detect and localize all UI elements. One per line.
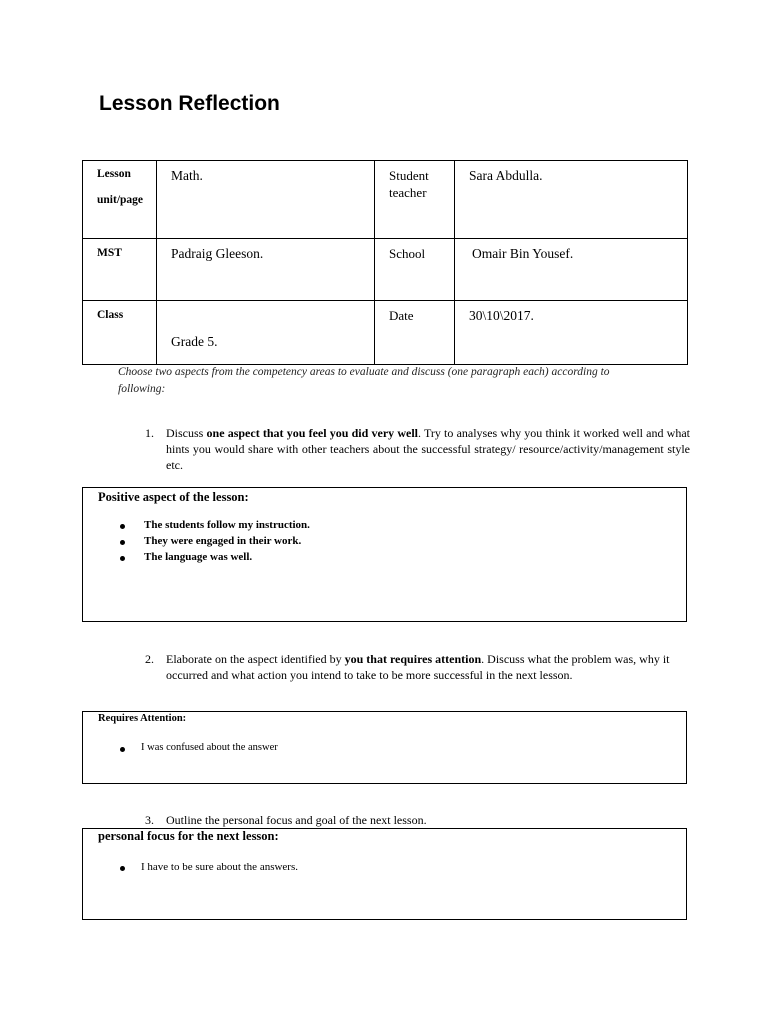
list-item: I have to be sure about the answers. <box>118 859 298 875</box>
info-row-mst <box>83 239 688 301</box>
list-item: I was confused about the answer <box>118 740 278 756</box>
positive-aspect-box <box>82 487 687 622</box>
question-2-emphasis: you that requires attention <box>344 652 482 666</box>
personal-focus-box <box>82 828 687 920</box>
class-label: Class <box>83 301 157 365</box>
question-1-suffix: . Try to analyses why you think it worked well and what hints you would share with other teachers about the successful strategy/ resource/activity/management style etc. <box>166 426 691 472</box>
question-3-text: Outline the personal focus and goal of the next lesson. <box>166 813 427 827</box>
instructions: Choose two aspects from the competency areas to evaluate and discuss (one paragraph each) according to following: <box>118 366 610 395</box>
personal-focus-list <box>118 859 298 875</box>
student-teacher-label: Student teacher <box>375 161 455 239</box>
student-teacher-value: Sara Abdulla. <box>455 161 688 239</box>
personal-focus-heading: personal focus for the next lesson: <box>98 829 279 843</box>
info-row-lesson <box>83 161 688 239</box>
page-title: Lesson Reflection <box>99 92 280 115</box>
question-1-text <box>166 425 690 473</box>
mst-value: Padraig Gleeson. <box>157 239 375 301</box>
question-2-suffix: . Discuss what the problem was, why it occurred and what action you intend to take to be more successful in the next lesson. <box>166 652 670 682</box>
school-value: Omair Bin Yousef. <box>455 239 688 301</box>
lesson-info-table <box>82 160 688 365</box>
list-item: The language was well. <box>118 549 310 565</box>
list-item: The students follow my instruction. <box>118 517 310 533</box>
requires-attention-list <box>118 740 278 756</box>
mst-label: MST <box>83 239 157 301</box>
question-1-emphasis: one aspect that you feel you did very well <box>206 426 418 440</box>
class-value: Grade 5. <box>157 301 375 365</box>
positive-aspect-list <box>118 517 310 565</box>
positive-aspect-heading: Positive aspect of the lesson: <box>98 490 249 504</box>
question-2-prefix: Elaborate on the aspect identified by <box>166 652 345 666</box>
date-label: Date <box>375 301 455 365</box>
question-3 <box>145 812 690 828</box>
question-1-number: 1. <box>145 426 154 440</box>
requires-attention-box <box>82 711 687 784</box>
question-2-number: 2. <box>145 652 154 666</box>
requires-attention-heading: Requires Attention: <box>98 713 187 724</box>
lesson-unit-value: Math. <box>157 161 375 239</box>
date-value: 30\10\2017. <box>455 301 688 365</box>
question-1-prefix: Discuss <box>166 426 207 440</box>
list-item: They were engaged in their work. <box>118 533 310 549</box>
question-3-number: 3. <box>145 813 154 827</box>
question-2-text <box>166 651 690 683</box>
question-2 <box>145 651 690 683</box>
school-label: School <box>375 239 455 301</box>
question-1 <box>145 425 690 473</box>
lesson-unit-label: Lesson unit/page <box>83 161 157 239</box>
info-row-class <box>83 301 688 365</box>
